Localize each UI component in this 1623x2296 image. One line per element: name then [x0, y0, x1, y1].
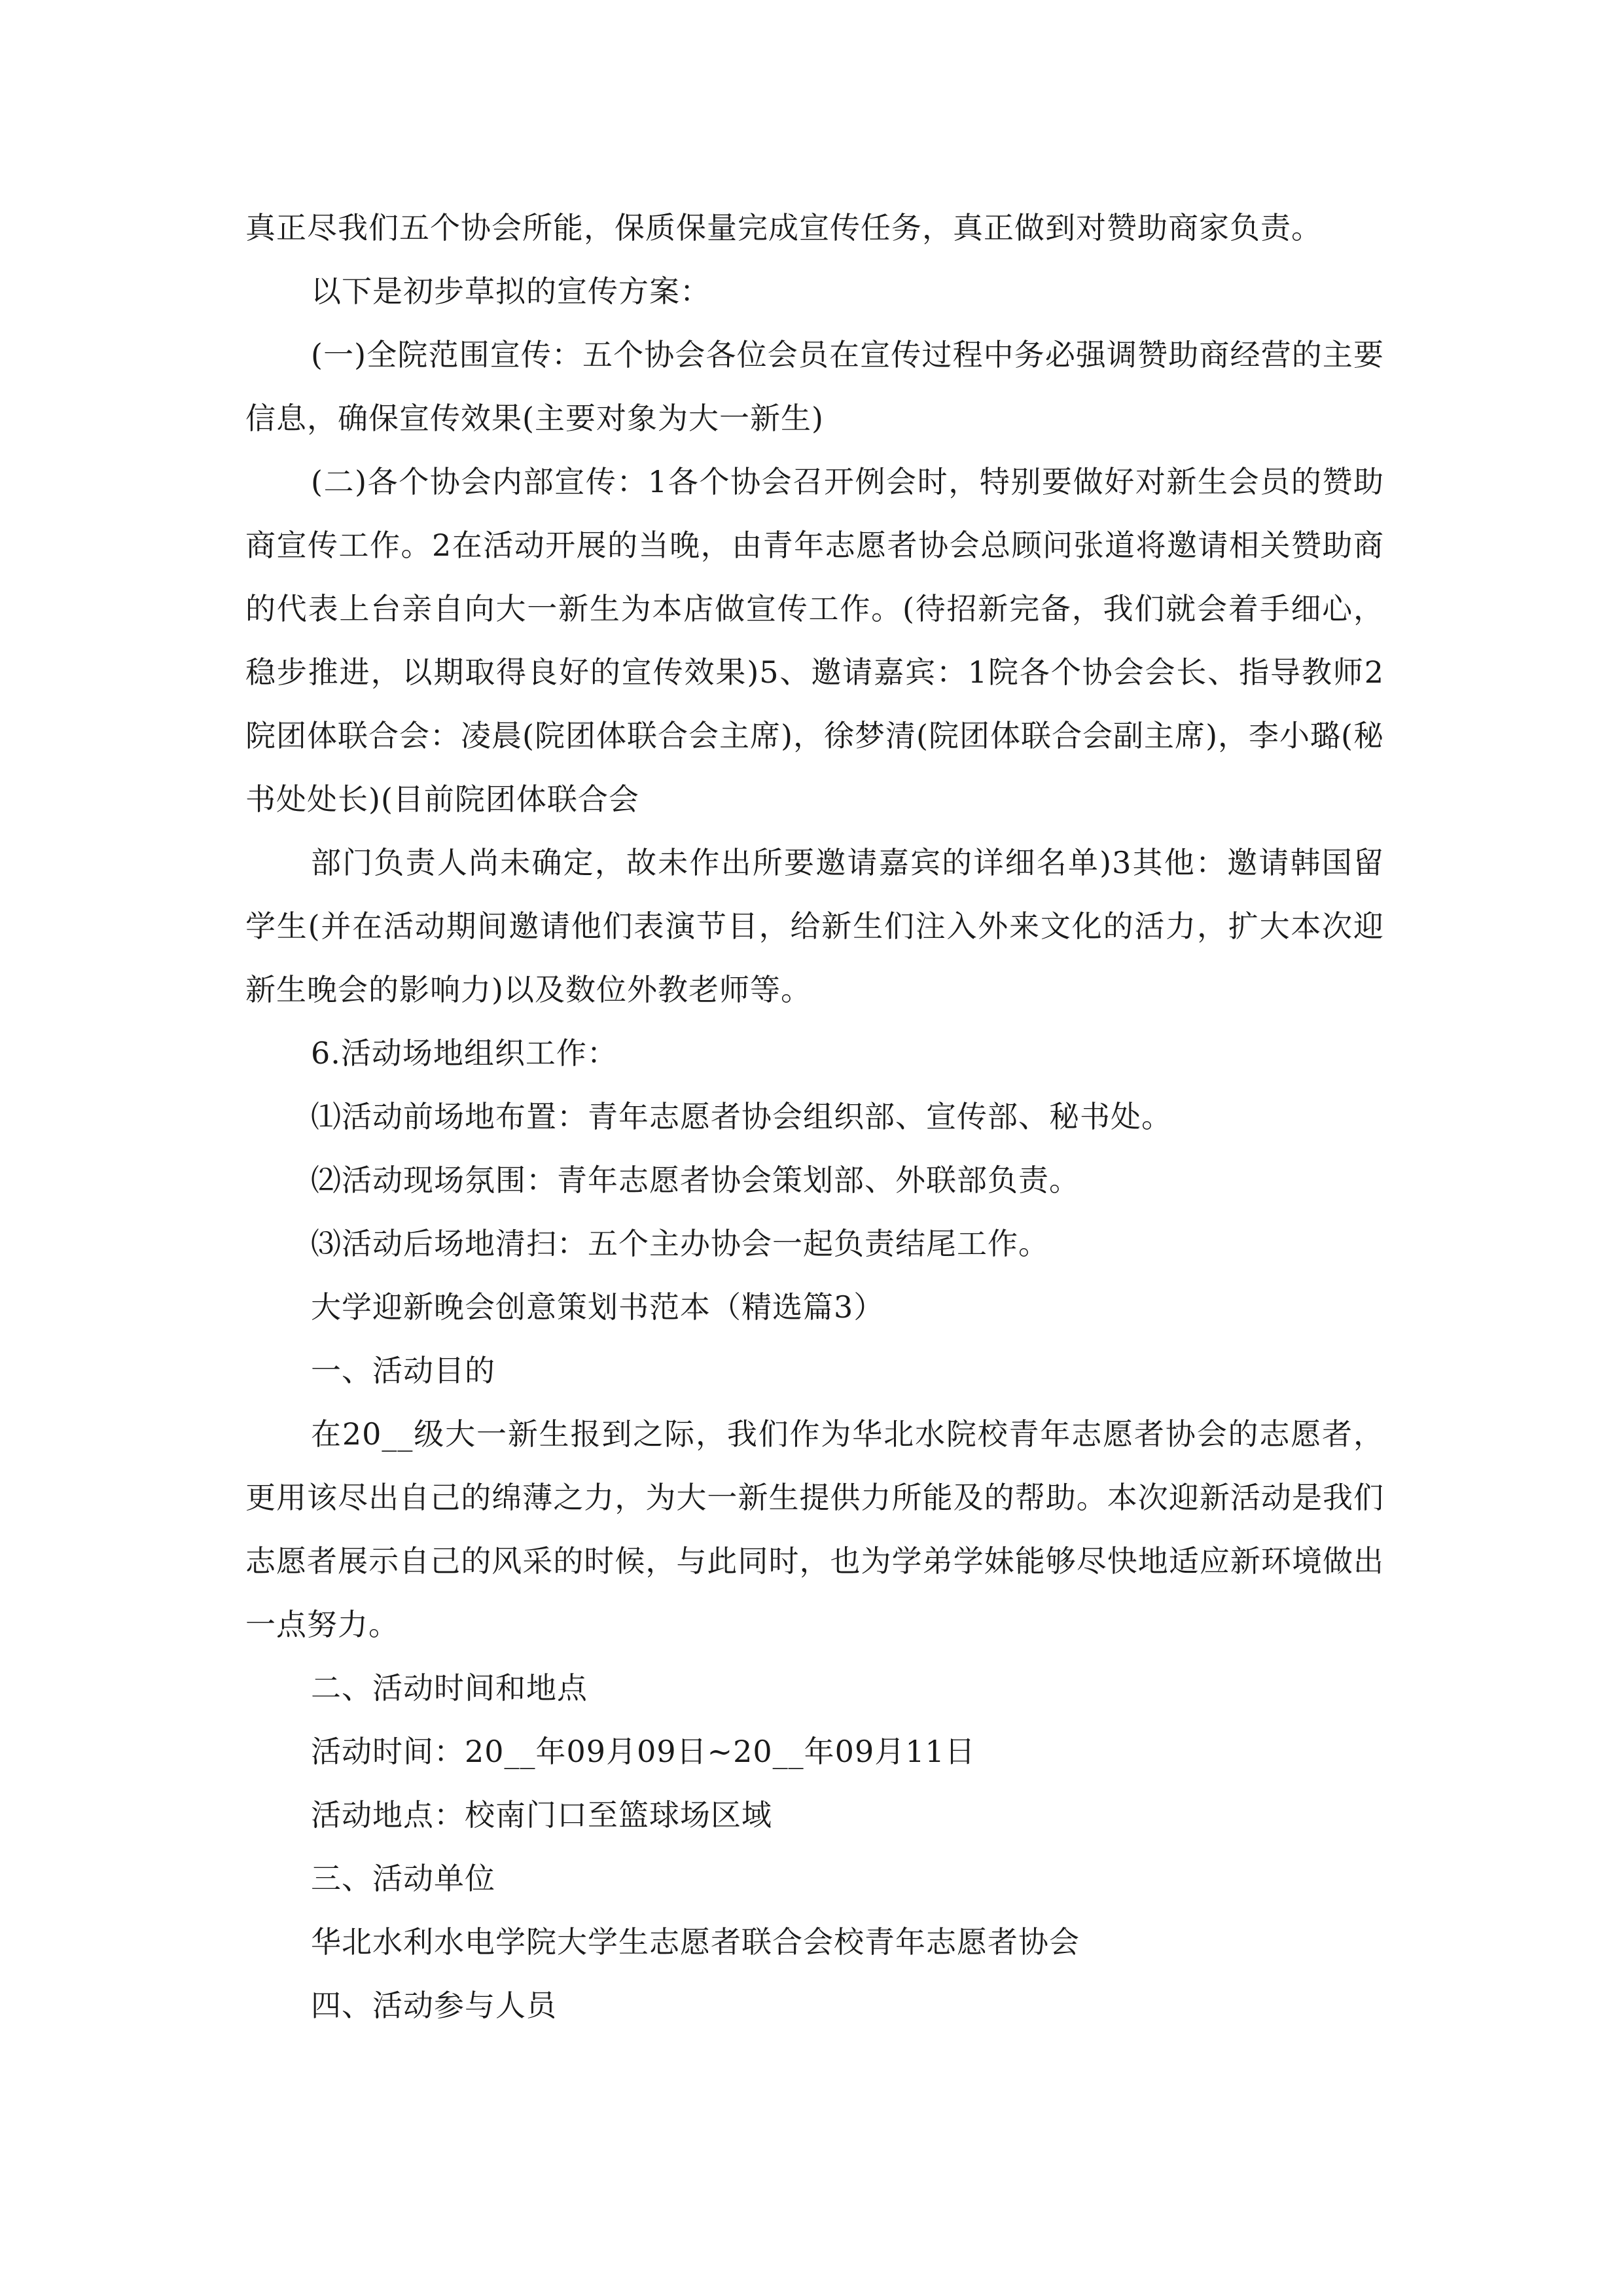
section-title-sample-3: 大学迎新晚会创意策划书范本（精选篇3） — [311, 1289, 885, 1325]
paragraph-venue-heading: 6.活动场地组织工作： — [311, 1035, 618, 1071]
heading-activity-unit: 三、活动单位 — [311, 1861, 495, 1896]
paragraph-plan-heading: 以下是初步草拟的宣传方案： — [311, 274, 711, 309]
paragraph-internal-promotion: (二)各个协会内部宣传：1各个协会召开例会时，特别要做好对新生会员的赞助商宣传工作。2在活动开展的当晚，由青年志愿者协会总顾问张道将邀请相关赞助商的代表上台亲自向大一新生为本店做宣传工作。(待招新完备，我们就会着手细心，稳步推进，以期取得良好的宣传效果)5、邀请嘉宾：1院各个协会会长、指导教师2院团体联合会：凌晨(院团体联合会主席)，徐梦清(院团体联合会副主席)，李小璐(秘书处处长)(目前院团体联合会 — [245, 464, 1384, 817]
paragraph-venue-cleanup: ⑶活动后场地清扫：五个主办协会一起负责结尾工作。 — [311, 1226, 1049, 1261]
paragraph-guests: 部门负责人尚未确定，故未作出所要邀请嘉宾的详细名单)3其他：邀请韩国留学生(并在活动期间邀请他们表演节目，给新生们注入外来文化的活力，扩大本次迎新生晚会的影响力)以及数位外教老师等。 — [245, 845, 1384, 1007]
paragraph-campus-promotion: (一)全院范围宣传：五个协会各位会员在宣传过程中务必强调赞助商经营的主要信息，确保宣传效果(主要对象为大一新生) — [245, 337, 1384, 436]
paragraph-activity-purpose: 在20__级大一新生报到之际，我们作为华北水院校青年志愿者协会的志愿者，更用该尽出自己的绵薄之力，为大一新生提供力所能及的帮助。本次迎新活动是我们志愿者展示自己的风采的时候，与此同时，也为学弟学妹能够尽快地适应新环境做出一点努力。 — [245, 1416, 1384, 1642]
paragraph-activity-unit: 华北水利水电学院大学生志愿者联合会校青年志愿者协会 — [311, 1924, 1080, 1960]
heading-participants: 四、活动参与人员 — [311, 1988, 557, 2023]
paragraph-activity-time: 活动时间：20__年09月09日~20__年09月11日 — [311, 1734, 976, 1769]
paragraph-intro-end: 真正尽我们五个协会所能，保质保量完成宣传任务，真正做到对赞助商家负责。 — [245, 210, 1322, 245]
heading-activity-purpose: 一、活动目的 — [311, 1353, 495, 1388]
heading-time-place: 二、活动时间和地点 — [311, 1670, 588, 1706]
paragraph-activity-place: 活动地点：校南门口至篮球场区域 — [311, 1797, 772, 1833]
document-body — [245, 196, 1384, 2037]
paragraph-venue-atmosphere: ⑵活动现场氛围：青年志愿者协会策划部、外联部负责。 — [311, 1162, 1080, 1198]
paragraph-venue-setup: ⑴活动前场地布置：青年志愿者协会组织部、宣传部、秘书处。 — [311, 1099, 1172, 1134]
